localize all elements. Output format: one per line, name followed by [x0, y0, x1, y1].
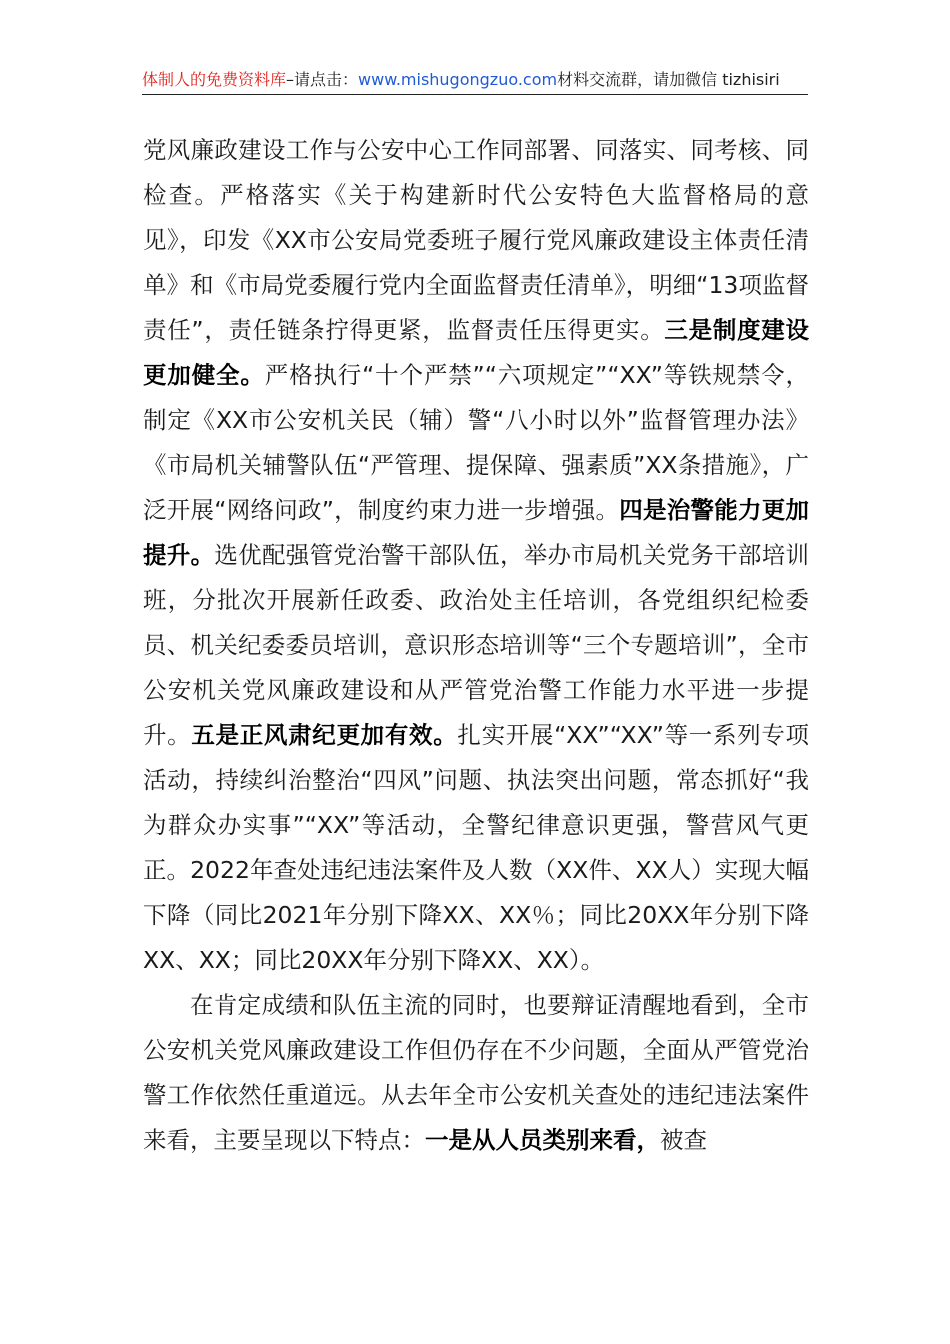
paragraph-1-heading-5: 五是正风肃纪更加有效。	[191, 721, 458, 749]
paragraph-1-text-2: 严格执行“十个严禁”“六项规定”“XX”等铁规禁令，制定《XX市公安机关民（辅）警“八小时以外”监督管理办法》《市局机关辅警队伍“严管理、提保障、强素质”XX条措施》，广泛开展“网络问政”，制度约束力进一步增强。	[143, 361, 810, 524]
paragraph-1-text-1: 党风廉政建设工作与公安中心工作同部署、同落实、同考核、同检查。严格落实《关于构建新时代公安特色大监督格局的意见》，印发《XX市公安局党委班子履行党风廉政建设主体责任清单》和《市局党委履行党内全面监督责任清单》，明细“13项监督责任”，责任链条拧得更紧，监督责任压得更实。	[143, 136, 809, 344]
header-url-link[interactable]: www.mishugongzuo.com	[358, 70, 558, 89]
paragraph-1	[143, 128, 809, 983]
paragraph-2	[143, 983, 809, 1163]
header-prompt: –请点击：	[286, 70, 359, 89]
paragraph-1-text-3: 选优配强管党治警干部队伍，举办市局机关党务干部培训班，分批次开展新任政委、政治处主任培训，各党组织纪检委员、机关纪委委员培训，意识形态培训等“三个专题培训”，全市公安机关党风廉政建设和从严管党治警工作能力水平进一步提升。	[143, 541, 810, 749]
paragraph-1-text-4: 扎实开展“XX”“XX”等一系列专项活动，持续纠治整治“四风”问题、执法突出问题，常态抓好“我为群众办实事”“XX”等活动，全警纪律意识更强，警营风气更正。2022年查处违纪违法案件及人数（XX件、XX人）实现大幅下降（同比2021年分别下降XX、XX％；同比20XX年分别下降XX、XX；同比20XX年分别下降XX、XX）。	[143, 721, 810, 974]
paragraph-2-text-2: 被查	[660, 1126, 707, 1154]
header-brand: 体制人的免费资料库	[142, 70, 287, 89]
paragraph-2-heading-1: 一是从人员类别来看，	[425, 1126, 660, 1154]
document-body	[143, 128, 809, 1163]
page-header	[142, 66, 808, 95]
paragraph-1-heading-3: 三是制度建设更加健全。	[143, 316, 809, 389]
paragraph-2-text-1: 在肯定成绩和队伍主流的同时，也要辩证清醒地看到，全市公安机关党风廉政建设工作但仍存在不少问题，全面从严管党治警工作依然任重道远。从去年全市公安机关查处的违纪违法案件来看，主要呈现以下特点：	[143, 991, 809, 1154]
header-note: 材料交流群，请加微信 tizhisiri	[557, 70, 780, 89]
paragraph-1-heading-4: 四是治警能力更加提升。	[143, 496, 810, 569]
